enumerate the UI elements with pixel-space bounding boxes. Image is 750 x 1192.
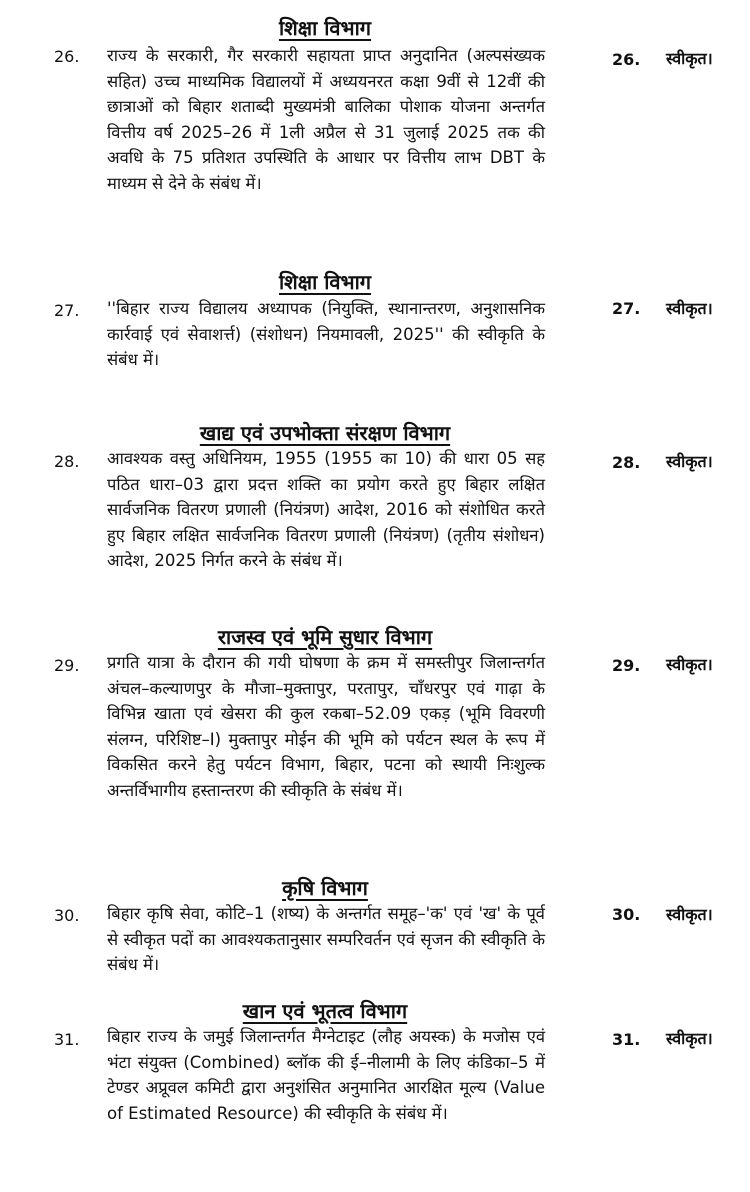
item-number: 27. xyxy=(54,301,80,320)
department-heading: खान एवं भूतत्व विभाग xyxy=(242,999,408,1023)
item-description: बिहार कृषि सेवा, कोटि–1 (शष्य) के अन्तर्गत समूह–'क' एवं 'ख' के पूर्व से स्वीकृत पदों का आवश्यकतानुसार सम्परिवर्तन एवं सृजन की स्वीकृति के संबंध में। xyxy=(107,904,545,975)
status-label: स्वीकृत। xyxy=(666,49,713,68)
department-heading: राजस्व एवं भूमि सुधार विभाग xyxy=(217,625,433,649)
result-number: 31. xyxy=(612,1030,641,1049)
status-label: स्वीकृत। xyxy=(666,905,713,924)
department-heading: कृषि विभाग xyxy=(282,876,368,900)
result-number: 28. xyxy=(612,453,641,472)
status-label: स्वीकृत। xyxy=(666,452,713,471)
item-number: 31. xyxy=(54,1030,80,1049)
status-label: स्वीकृत। xyxy=(666,655,713,674)
department-heading: शिक्षा विभाग xyxy=(278,16,372,40)
item-number: 30. xyxy=(54,906,80,925)
item-description: आवश्यक वस्तु अधिनियम, 1955 (1955 का 10) की धारा 05 सह पठित धारा–03 द्वारा प्रदत्त शक्ति का प्रयोग करते हुए बिहार लक्षित सार्वजनिक वितरण प्रणाली (नियंत्रण) आदेश, 2016 को संशोधित करते हुए बिहार लक्षित सार्वजनिक वितरण प्रणाली (नियंत्रण) (तृतीय संशोधन) आदेश, 2025 निर्गत करने के संबंध में। xyxy=(107,449,545,571)
result-number: 29. xyxy=(612,656,641,675)
item-description: राज्य के सरकारी, गैर सरकारी सहायता प्राप्त अनुदानित (अल्पसंख्यक सहित) उच्च माध्यमिक विद्यालयों में अध्ययनरत कक्षा 9वीं से 12वीं की छात्राओं को बिहार शताब्दी मुख्यमंत्री बालिका पोशाक योजना अन्तर्गत वित्तीय वर्ष 2025–26 में 1ली अप्रैल से 31 जुलाई 2025 तक की अवधि के 75 प्रतिशत उपस्थिति के आधार पर वित्तीय लाभ DBT के माध्यम से देने के संबंध में। xyxy=(107,46,545,193)
item-description: बिहार राज्य के जमुई जिलान्तर्गत मैग्नेटाइट (लौह अयस्क) के मजोस एवं भंटा संयुक्त (Combined) ब्लॉक की ई–नीलामी के लिए कंडिका–5 में टेण्डर अप्रूवल कमिटी द्वारा अनुशंसित अनुमानित आरक्षित मूल्य (Value of Estimated Resource) की स्वीकृति के संबंध में। xyxy=(107,1027,545,1123)
item-number: 29. xyxy=(54,656,80,675)
department-heading: खाद्य एवं उपभोक्ता संरक्षण विभाग xyxy=(199,421,451,445)
item-number: 26. xyxy=(54,47,80,66)
item-description: प्रगति यात्रा के दौरान की गयी घोषणा के क्रम में समस्तीपुर जिलान्तर्गत अंचल–कल्याणपुर के मौजा–मुक्तापुर, परतापुर, चाँधरपुर एवं गाढ़ा के विभिन्न खाता एवं खेसरा की कुल रकबा–52.09 एकड़ (भूमि विवरणी संलग्न, परिशिष्ट–I) मुक्तापुर मोईन की भूमि को पर्यटन स्थल के रूप में विकसित करने हेतु पर्यटन विभाग, बिहार, पटना को स्थायी निःशुल्क अन्तर्विभागीय हस्तान्तरण की स्वीकृति के संबंध में। xyxy=(107,653,545,800)
result-number: 27. xyxy=(612,299,641,318)
result-number: 30. xyxy=(612,905,641,924)
item-number: 28. xyxy=(54,452,80,471)
status-label: स्वीकृत। xyxy=(666,1029,713,1048)
department-heading: शिक्षा विभाग xyxy=(278,270,372,294)
item-description: ''बिहार राज्य विद्यालय अध्यापक (नियुक्ति, स्थानान्तरण, अनुशासनिक कार्रवाई एवं सेवाशर्त्त) (संशोधन) नियमावली, 2025'' की स्वीकृति के संबंध में। xyxy=(107,299,545,370)
result-number: 26. xyxy=(612,50,641,69)
status-label: स्वीकृत। xyxy=(666,299,713,318)
